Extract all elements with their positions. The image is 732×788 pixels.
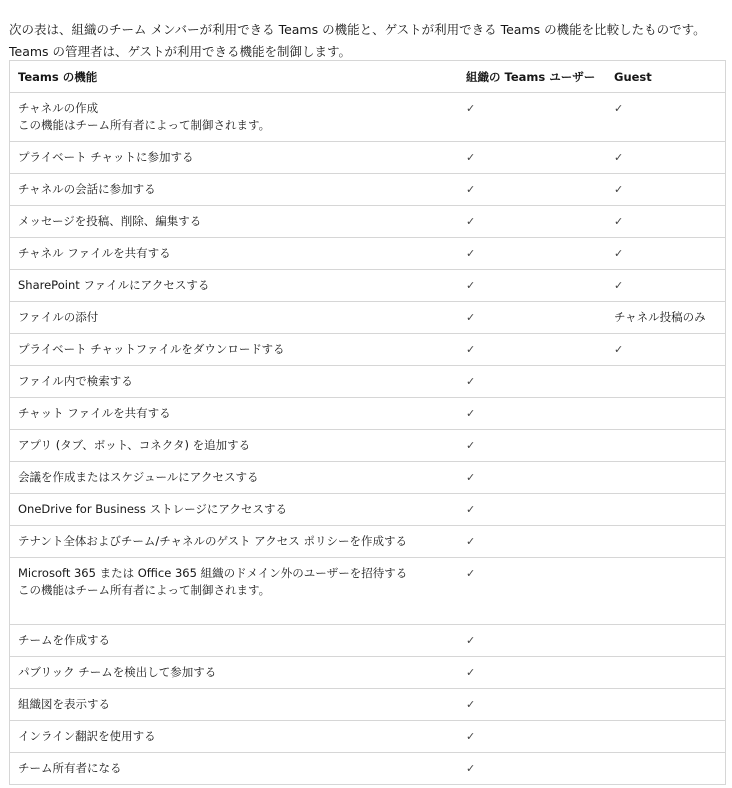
- feature-name: チーム所有者になる: [18, 761, 122, 775]
- feature-name: 会議を作成またはスケジュールにアクセスする: [18, 470, 259, 484]
- table-row: [10, 206, 726, 238]
- check-icon: ✓: [458, 238, 606, 270]
- guest-cell: [606, 721, 726, 753]
- feature-note: この機能はチーム所有者によって制御されます。: [18, 118, 271, 132]
- guest-cell: [606, 558, 726, 625]
- header-feature: Teams の機能: [10, 61, 459, 93]
- feature-name: チャット ファイルを共有する: [18, 406, 171, 420]
- feature-cell: [10, 174, 459, 206]
- feature-cell: [10, 93, 459, 142]
- check-icon: ✓: [458, 334, 606, 366]
- guest-cell: [606, 430, 726, 462]
- feature-note: この機能はチーム所有者によって制御されます。: [18, 583, 271, 597]
- guest-cell: [606, 398, 726, 430]
- feature-name: パブリック チームを検出して参加する: [18, 665, 217, 679]
- feature-cell: [10, 334, 459, 366]
- check-icon: ✓: [458, 753, 606, 785]
- check-icon: ✓: [606, 142, 726, 174]
- table-row: [10, 689, 726, 721]
- check-icon: ✓: [458, 93, 606, 142]
- header-org-user: 組織の Teams ユーザー: [458, 61, 606, 93]
- check-icon: ✓: [458, 398, 606, 430]
- feature-cell: [10, 462, 459, 494]
- feature-cell: [10, 366, 459, 398]
- feature-name: チャネルの会話に参加する: [18, 182, 156, 196]
- feature-cell: [10, 721, 459, 753]
- feature-name: チームを作成する: [18, 633, 110, 647]
- guest-cell: [606, 625, 726, 657]
- table-row: [10, 142, 726, 174]
- check-icon: ✓: [606, 238, 726, 270]
- guest-cell: [606, 753, 726, 785]
- feature-name: チャネルの作成: [18, 101, 99, 115]
- feature-cell: [10, 302, 459, 334]
- table-row: [10, 625, 726, 657]
- check-icon: ✓: [458, 494, 606, 526]
- check-icon: ✓: [606, 93, 726, 142]
- check-icon: ✓: [458, 526, 606, 558]
- feature-name: インライン翻訳を使用する: [18, 729, 156, 743]
- table-row: [10, 238, 726, 270]
- guest-cell: [606, 462, 726, 494]
- feature-cell: [10, 526, 459, 558]
- feature-name: OneDrive for Business ストレージにアクセスする: [18, 502, 287, 516]
- check-icon: ✓: [458, 625, 606, 657]
- feature-cell: [10, 494, 459, 526]
- check-icon: ✓: [458, 142, 606, 174]
- check-icon: ✓: [458, 270, 606, 302]
- feature-cell: [10, 398, 459, 430]
- check-icon: ✓: [458, 657, 606, 689]
- feature-name: プライベート チャットファイルをダウンロードする: [18, 342, 285, 356]
- guest-cell: [606, 526, 726, 558]
- table-row: [10, 334, 726, 366]
- table-row: [10, 462, 726, 494]
- check-icon: ✓: [606, 174, 726, 206]
- feature-name: ファイル内で検索する: [18, 374, 133, 388]
- feature-cell: [10, 430, 459, 462]
- table-row: [10, 366, 726, 398]
- guest-cell: [606, 366, 726, 398]
- feature-cell: [10, 657, 459, 689]
- guest-cell: チャネル投稿のみ: [606, 302, 726, 334]
- feature-cell: [10, 270, 459, 302]
- feature-cell: [10, 238, 459, 270]
- table-row: [10, 526, 726, 558]
- table-row: [10, 657, 726, 689]
- table-row: [10, 174, 726, 206]
- feature-name: 組織図を表示する: [18, 697, 110, 711]
- table-row: [10, 93, 726, 142]
- feature-name: ファイルの添付: [18, 310, 99, 324]
- table-row: [10, 430, 726, 462]
- intro-text: 次の表は、組織のチーム メンバーが利用できる Teams の機能と、ゲストが利用できる Teams の機能を比較したものです。 Teams の管理者は、ゲストが利用できる機能を制御します。: [9, 21, 706, 59]
- feature-name: Microsoft 365 または Office 365 組織のドメイン外のユーザーを招待する: [18, 566, 408, 580]
- guest-cell: [606, 657, 726, 689]
- check-icon: ✓: [606, 206, 726, 238]
- header-guest: Guest: [606, 61, 726, 93]
- table-row: [10, 558, 726, 625]
- check-icon: ✓: [458, 430, 606, 462]
- feature-cell: [10, 753, 459, 785]
- check-icon: ✓: [458, 366, 606, 398]
- feature-name: SharePoint ファイルにアクセスする: [18, 278, 210, 292]
- feature-name: テナント全体およびチーム/チャネルのゲスト アクセス ポリシーを作成する: [18, 534, 407, 548]
- feature-name: プライベート チャットに参加する: [18, 150, 194, 164]
- check-icon: ✓: [458, 302, 606, 334]
- check-icon: ✓: [458, 558, 606, 625]
- check-icon: ✓: [458, 721, 606, 753]
- table-row: [10, 270, 726, 302]
- feature-cell: [10, 558, 459, 625]
- table-row: [10, 494, 726, 526]
- check-icon: ✓: [458, 206, 606, 238]
- feature-cell: [10, 206, 459, 238]
- check-icon: ✓: [458, 174, 606, 206]
- check-icon: ✓: [606, 334, 726, 366]
- feature-cell: [10, 142, 459, 174]
- check-icon: ✓: [458, 462, 606, 494]
- table-row: [10, 398, 726, 430]
- table-row: [10, 753, 726, 785]
- check-icon: ✓: [606, 270, 726, 302]
- guest-cell: [606, 494, 726, 526]
- table-row: [10, 721, 726, 753]
- feature-cell: [10, 689, 459, 721]
- guest-cell: [606, 689, 726, 721]
- table-header-row: [10, 61, 726, 93]
- feature-cell: [10, 625, 459, 657]
- feature-name: チャネル ファイルを共有する: [18, 246, 171, 260]
- check-icon: ✓: [458, 689, 606, 721]
- feature-name: メッセージを投稿、削除、編集する: [18, 214, 202, 228]
- feature-comparison-table: [9, 60, 726, 785]
- feature-name: アプリ (タブ、ボット、コネクタ) を追加する: [18, 438, 251, 452]
- table-row: [10, 302, 726, 334]
